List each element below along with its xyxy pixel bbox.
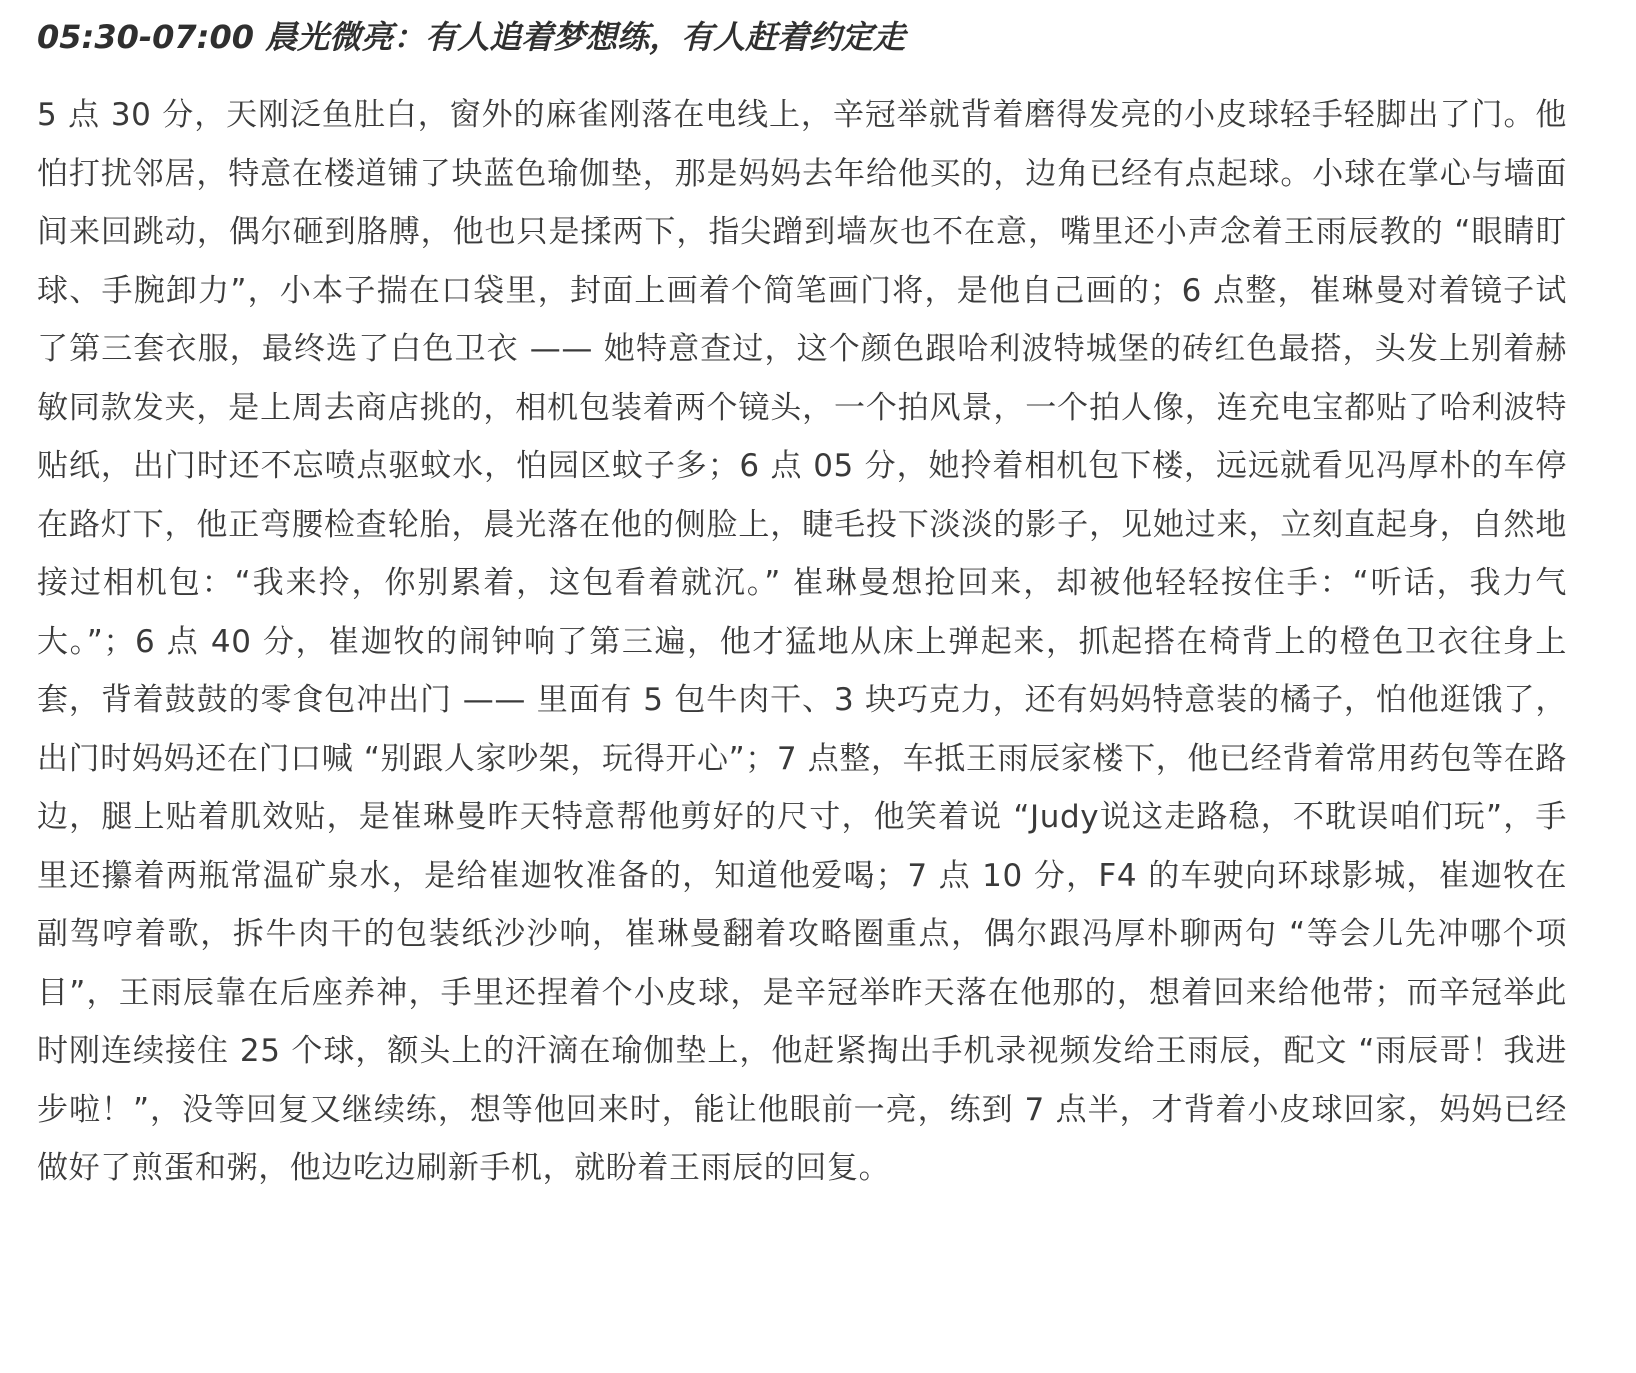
section-heading: 05:30-07:00 晨光微亮：有人追着梦想练，有人赶着约定走 — [37, 18, 906, 56]
article — [37, 14, 1567, 1198]
article-paragraph: 5 点 30 分，天刚泛鱼肚白，窗外的麻雀刚落在电线上，辛冠举就背着磨得发亮的小皮球轻手轻脚出了门。他怕打扰邻居，特意在楼道铺了块蓝色瑜伽垫，那是妈妈去年给他买的，边角已经有点起球。小球在掌心与墙面间来回跳动，偶尔砸到胳膊，他也只是揉两下，指尖蹭到墙灰也不在意，嘴里还小声念着王雨辰教的 “眼睛盯球、手腕卸力”，小本子揣在口袋里，封面上画着个简笔画门将，是他自己画的；6 点整，崔琳曼对着镜子试了第三套衣服，最终选了白色卫衣 —— 她特意查过，这个颜色跟哈利波特城堡的砖红色最搭，头发上别着赫敏同款发夹，是上周去商店挑的，相机包装着两个镜头，一个拍风景，一个拍人像，连充电宝都贴了哈利波特贴纸，出门时还不忘喷点驱蚊水，怕园区蚊子多；6 点 05 分，她拎着相机包下楼，远远就看见冯厚朴的车停在路灯下，他正弯腰检查轮胎，晨光落在他的侧脸上，睫毛投下淡淡的影子，见她过来，立刻直起身，自然地接过相机包：“我来拎，你别累着，这包看着就沉。” 崔琳曼想抢回来，却被他轻轻按住手：“听话，我力气大。”；6 点 40 分，崔迦牧的闹钟响了第三遍，他才猛地从床上弹起来，抓起搭在椅背上的橙色卫衣往身上套，背着鼓鼓的零食包冲出门 —— 里面有 5 包牛肉干、3 块巧克力，还有妈妈特意装的橘子，怕他逛饿了，出门时妈妈还在门口喊 “别跟人家吵架，玩得开心”；7 点整，车抵王雨辰家楼下，他已经背着常用药包等在路边，腿上贴着肌效贴，是崔琳曼昨天特意帮他剪好的尺寸，他笑着说 “Judy说这走路稳，不耽误咱们玩”，手里还攥着两瓶常温矿泉水，是给崔迦牧准备的，知道他爱喝；7 点 10 分，F4 的车驶向环球影城，崔迦牧在副驾哼着歌，拆牛肉干的包装纸沙沙响，崔琳曼翻着攻略圈重点，偶尔跟冯厚朴聊两句 “等会儿先冲哪个项目”，王雨辰靠在后座养神，手里还捏着个小皮球，是辛冠举昨天落在他那的，想着回来给他带；而辛冠举此时刚连续接住 25 个球，额头上的汗滴在瑜伽垫上，他赶紧掏出手机录视频发给王雨辰，配文 “雨辰哥！我进步啦！”，没等回复又继续练，想等他回来时，能让他眼前一亮，练到 7 点半，才背着小皮球回家，妈妈已经做好了煎蛋和粥，他边吃边刷新手机，就盼着王雨辰的回复。 — [37, 97, 1567, 1186]
